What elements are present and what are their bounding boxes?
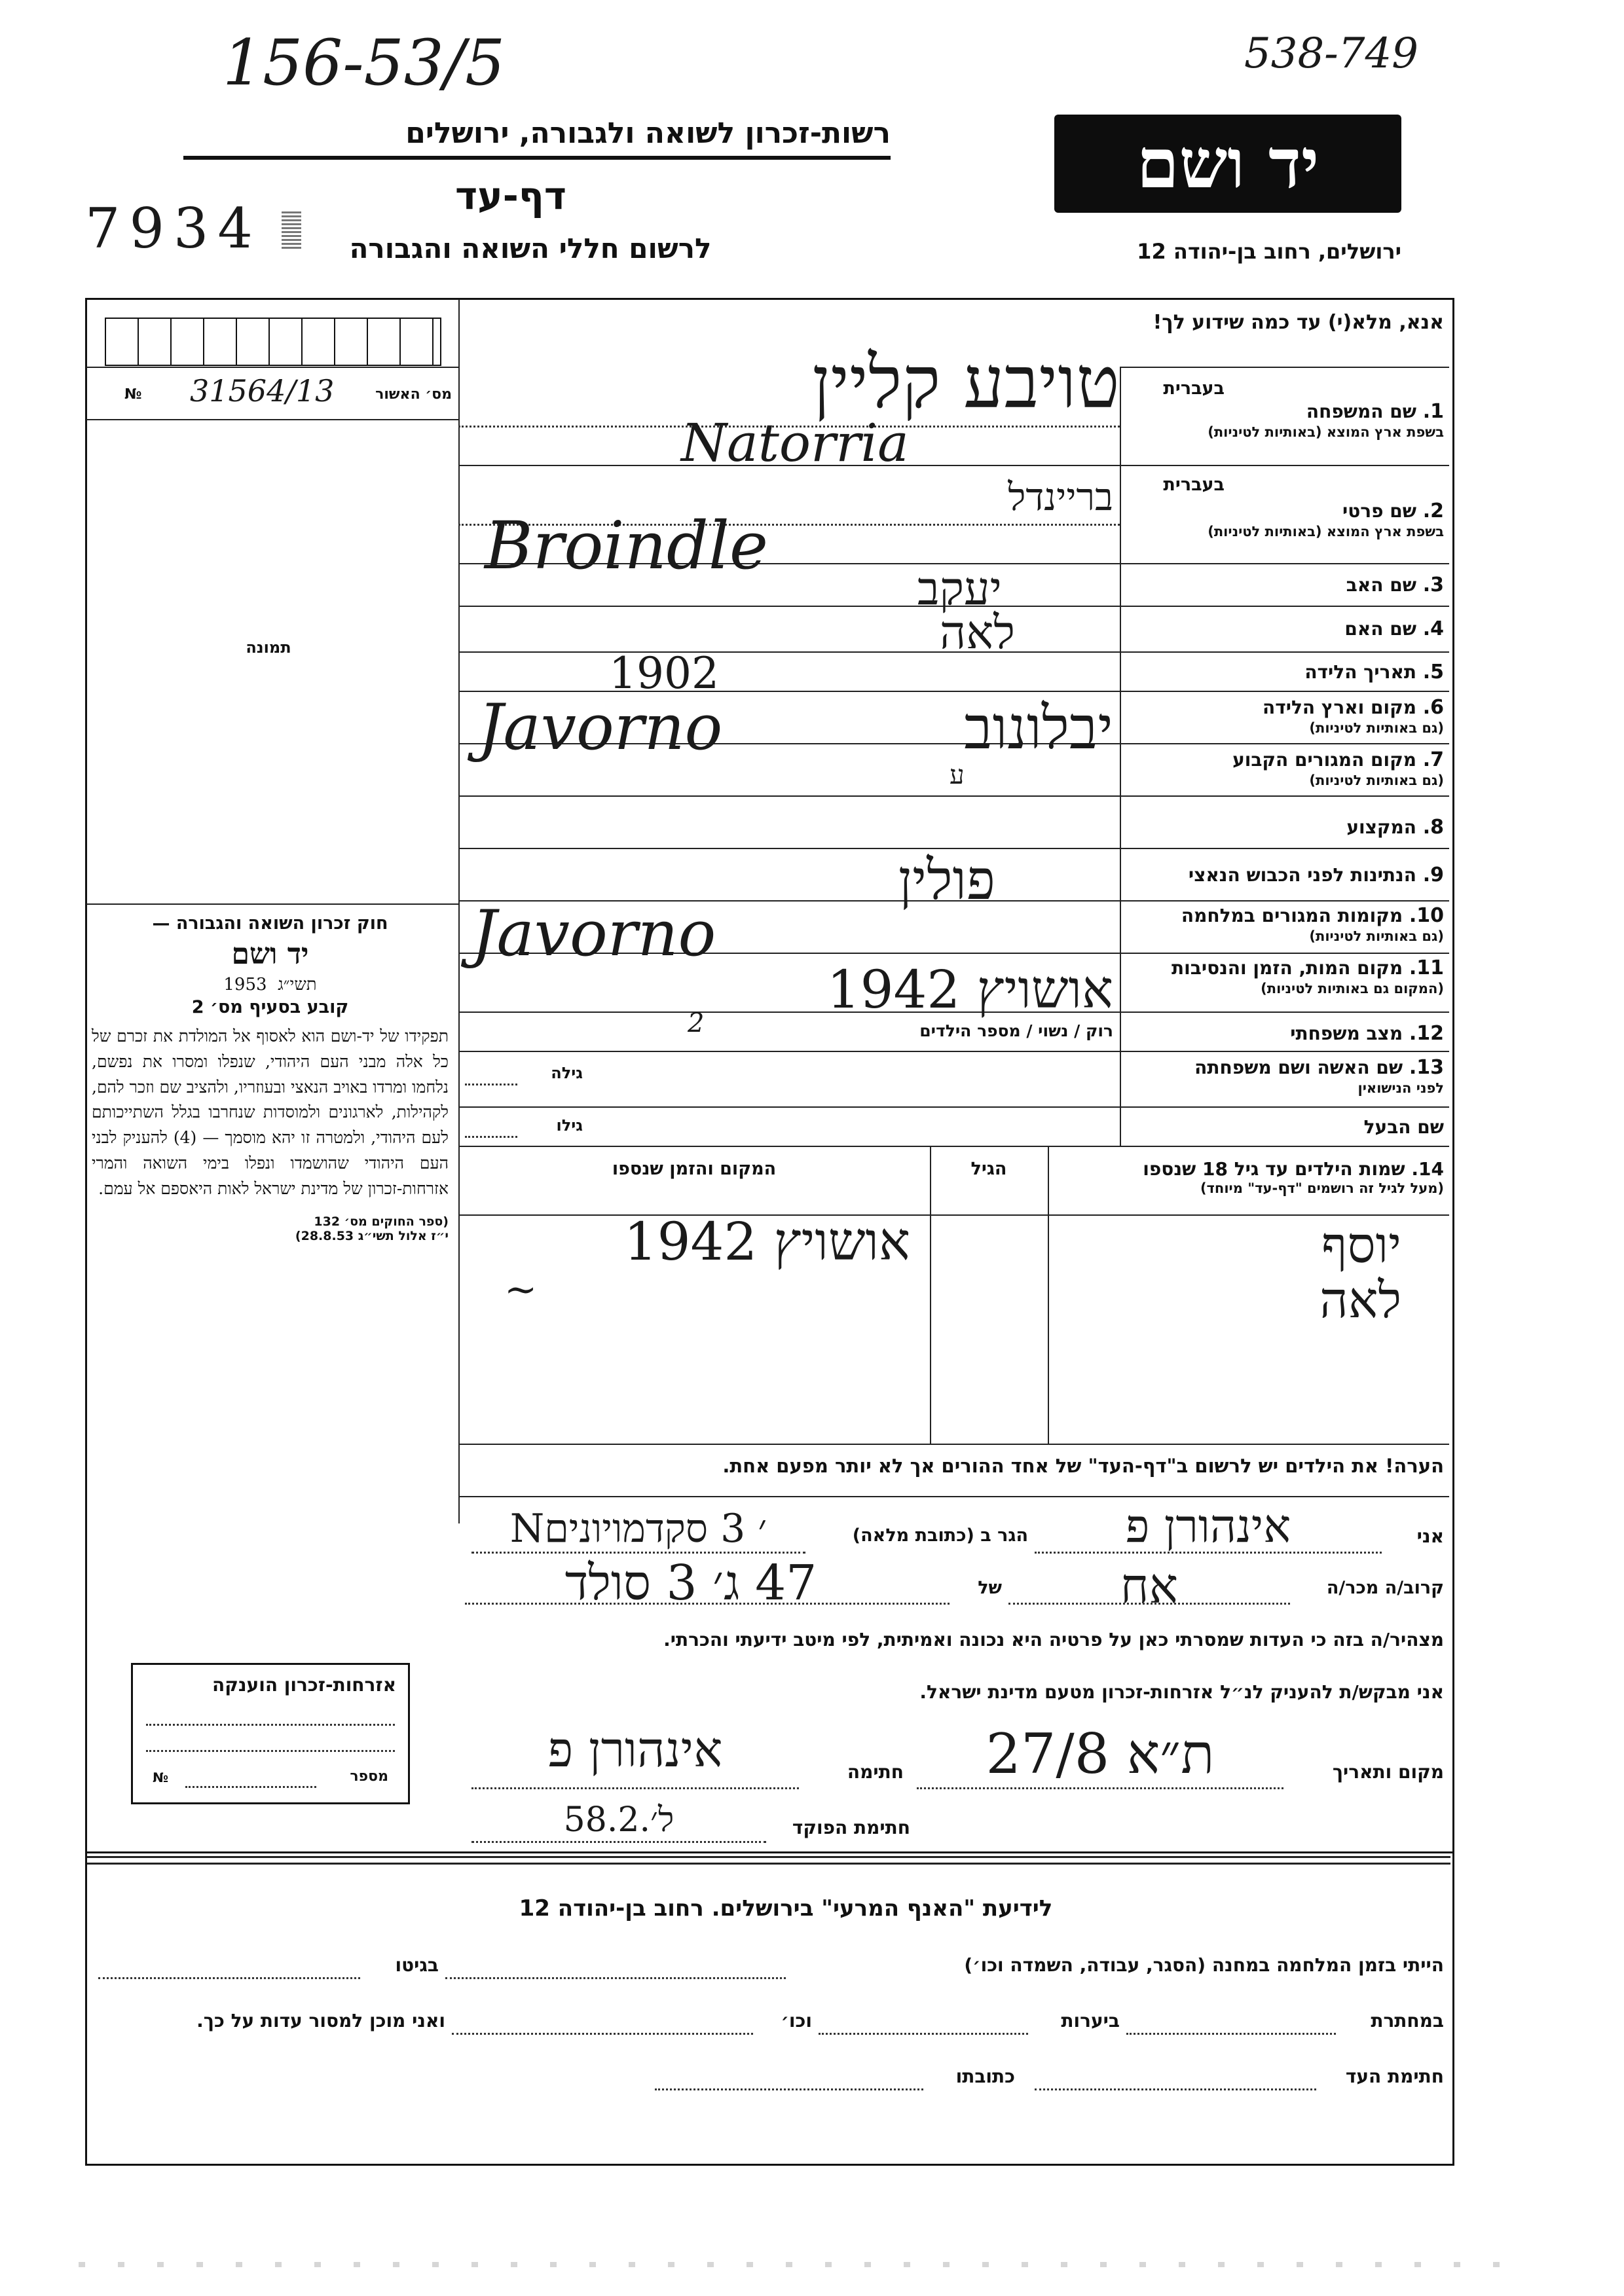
logo-text: יד ושם: [1136, 123, 1320, 204]
field-family-name: 1. שם המשפחה בשפת ארץ המוצא (באותיות לטיניות): [1208, 400, 1444, 440]
in-hebrew-2: בעברית: [1163, 475, 1225, 495]
approval-no-label: №: [124, 386, 142, 403]
field-birth-place: 6. מקום וארץ הלידה (גם באותיות לטיניות): [1263, 696, 1444, 736]
i-label: אני: [1416, 1525, 1444, 1547]
approval-boxes: [105, 318, 441, 366]
field-nationality: 9. הנתינות לפני הכבוש הנאצי: [1188, 864, 1444, 886]
instruction: אנא, מלא(י) עד כמה שידוע לך!: [1153, 311, 1444, 334]
in-hebrew-1: בעברית: [1163, 378, 1225, 399]
law-title: חוק זכרון השואה והגבורה —: [152, 913, 388, 934]
children-names: יוסף לאה: [1320, 1216, 1401, 1329]
footer-camp-label: הייתי בזמן המלחמה במחנה (הסגר, עבודה, השמדה וכו׳): [964, 1954, 1444, 1976]
approval-label: מס׳ האשור: [375, 386, 452, 403]
archive-ref-top-right: 538-749: [1244, 29, 1418, 78]
submitter-address: N׳ 3 סקדמויונים: [509, 1506, 767, 1552]
archive-ref-top-left: 156-53/5: [223, 26, 506, 100]
footer-ghetto-label: בגיטו: [395, 1954, 439, 1976]
of-label: של: [978, 1578, 1002, 1598]
scan-marks: [79, 2262, 1519, 2267]
header-address: ירושלים, רחוב בן-יהודה 12: [1137, 239, 1401, 264]
footer-underground-label: במחתרת: [1371, 2010, 1444, 2032]
citizenship-box: [131, 1663, 410, 1804]
form-title: דף-עד: [454, 173, 567, 218]
authority-underline: [183, 156, 891, 160]
law-year-hebrew: תשי״ג: [278, 975, 317, 994]
birth-date: 1902: [609, 648, 719, 699]
residence-value: ע: [950, 760, 965, 790]
official-signature: ל׳.58.2: [563, 1800, 674, 1840]
husband-age-label: גילו: [556, 1116, 583, 1135]
field-mother-name: 4. שם האם: [1344, 617, 1444, 640]
first-name-latin: Broindle: [485, 507, 769, 584]
family-name-latin: Natorria: [681, 412, 909, 473]
photo-label: תמונה: [246, 638, 291, 657]
footer-forests-label: ביערות: [1061, 2010, 1120, 2032]
approval-number: 31564/13: [190, 373, 335, 409]
relation-detail: 47 ג׳ 3 סולד: [564, 1555, 817, 1611]
wartime-residence-value: Javorno: [471, 897, 716, 970]
place-date-label: מקום ותאריך: [1332, 1761, 1444, 1783]
sheet-number: 7934: [85, 196, 262, 261]
citizenship-title: אזרחות-זכרון הוענקה: [212, 1674, 396, 1696]
declaration-text: מצהיר/ה בזה כי העדות שמסרתי כאן על פרטיה היא נכונה ואמיתית, לפי מיטב ידיעתי והכרתי.: [663, 1629, 1444, 1650]
law-name: יד ושם: [231, 938, 309, 971]
death-place-time: אושויץ 1942: [826, 959, 1113, 1020]
field-wartime-residence: 10. מקומות המגורים במלחמה (גם באותיות לטיניות): [1181, 904, 1444, 944]
official-signature-label: חתימת הפוקד: [792, 1817, 910, 1838]
signature-label: חתימה: [847, 1761, 904, 1783]
prewar-nationality: פולין: [898, 848, 995, 912]
submitter-name: אינהורן פ: [1125, 1499, 1291, 1553]
footer-witness-signature-label: חתימת העד: [1345, 2066, 1444, 2087]
num-children: 2: [688, 1008, 705, 1038]
children-mark: ~: [504, 1267, 538, 1313]
authority-title: רשות-זכרון לשואה ולגבורה, ירושלים: [405, 117, 891, 150]
husband-label: שם הבעל: [1363, 1116, 1444, 1138]
citizenship-number-label: מספר: [350, 1768, 388, 1785]
field-birth-date: 5. תאריך הלידה: [1304, 661, 1444, 683]
residing-label: הגר ב (כתובת מלאה): [852, 1525, 1028, 1546]
footer-etc-label: וכו׳: [781, 2010, 812, 2032]
footer-willing-text: ואני מוכן למסור עדות על כך.: [196, 2010, 445, 2032]
field-father-name: 3. שם האב: [1346, 574, 1444, 596]
form-subtitle: לרשום חללי השואה והגבורה: [349, 232, 712, 264]
marital-options: רוק / נשוי / מספר הילדים: [919, 1021, 1113, 1040]
law-text: תפקידו של יד-ושם הוא לאסוף אל המולדת את זכרם של כל אלה מבני העם היהודי, שנפלו ומסרו את נפשם, נלחמו ומרדו באויב הנאצי ובעוזריו, ולהציב שם וזכר להם, לקהילות, לארגונים ולמוסדות שנחרבו בגלל השתייכותם לעם היהודי, ולמטרה זו יהא מוסמך — (4) להעניק לבני העם היהודי שהושמדו ונפלו בימי השואה והמרי אזרחות-זכרון של מדינת ישראל לאות היאספם אל עמם.: [92, 1027, 449, 1198]
birth-place-hebrew: יבלונוב: [964, 694, 1113, 763]
citizenship-no-label: №: [153, 1770, 169, 1785]
relation: אח: [1120, 1558, 1179, 1614]
family-name-hebrew: טויבע קליין: [812, 340, 1120, 424]
birth-place-latin: Javorno: [478, 691, 723, 764]
law-citation: (ספר החוקים מס׳ 132 י״ז אלול תשי״ג 28.8.53): [295, 1214, 449, 1244]
children-header: 14. שמות הילדים עד גיל 18 שנספו (מעל לגיל זה רושמים "דף-עד" מיוחד): [1143, 1158, 1444, 1196]
law-section: קובע בסעיף מס׳ 2: [191, 997, 349, 1017]
father-name: יעקב: [917, 562, 1002, 615]
field-residence: 7. מקום המגורים הקבוע (גם באותיות לטיניות): [1232, 748, 1444, 788]
field-death: 11. מקום המות, הזמן והנסיבות (המקום גם באותיות לטיניות): [1172, 957, 1444, 996]
footer-title: לידיעת "האנף המרעי" בירושלים. רחוב בן-יהודה 12: [519, 1895, 1053, 1922]
place-date: ת״א 27/8: [986, 1722, 1215, 1786]
children-note: הערה! את הילדים יש לרשום ב"דף-העד" של אחד ההורים אך לא יותר מפעם אחת.: [722, 1455, 1444, 1477]
field-first-name: 2. שם פרטי בשפת ארץ המוצא (באותיות לטיניות): [1208, 500, 1444, 539]
request-text: אני מבקש/ת להעניק לנ״ל אזרחות-זכרון מטעם מדינת ישראל.: [919, 1681, 1444, 1703]
field-marital-status: 12. מצב משפחתי: [1290, 1022, 1444, 1045]
relative-label: קרוב/ה מכר/ה: [1326, 1578, 1444, 1598]
children-death-place: אושויץ 1942: [623, 1211, 910, 1272]
field-wife-name: 13. שם האשה ושם משפחתה לפני הנישואין: [1194, 1056, 1444, 1096]
wife-age-label: גילה: [551, 1064, 583, 1082]
footer-address-label: כתובתו: [955, 2066, 1015, 2087]
mother-name: לאה: [939, 606, 1015, 659]
law-box: [92, 913, 449, 1243]
yad-vashem-logo: [1054, 115, 1401, 213]
children-place-header: המקום והזמן שנספו: [612, 1159, 777, 1179]
field-profession: 8. המקצוע: [1346, 816, 1444, 839]
signature: אינהורן פ: [547, 1722, 723, 1778]
first-name-hebrew: בריינדל: [1008, 475, 1113, 519]
children-age-header: הגיל: [970, 1159, 1007, 1179]
law-year: 1953: [223, 975, 267, 994]
